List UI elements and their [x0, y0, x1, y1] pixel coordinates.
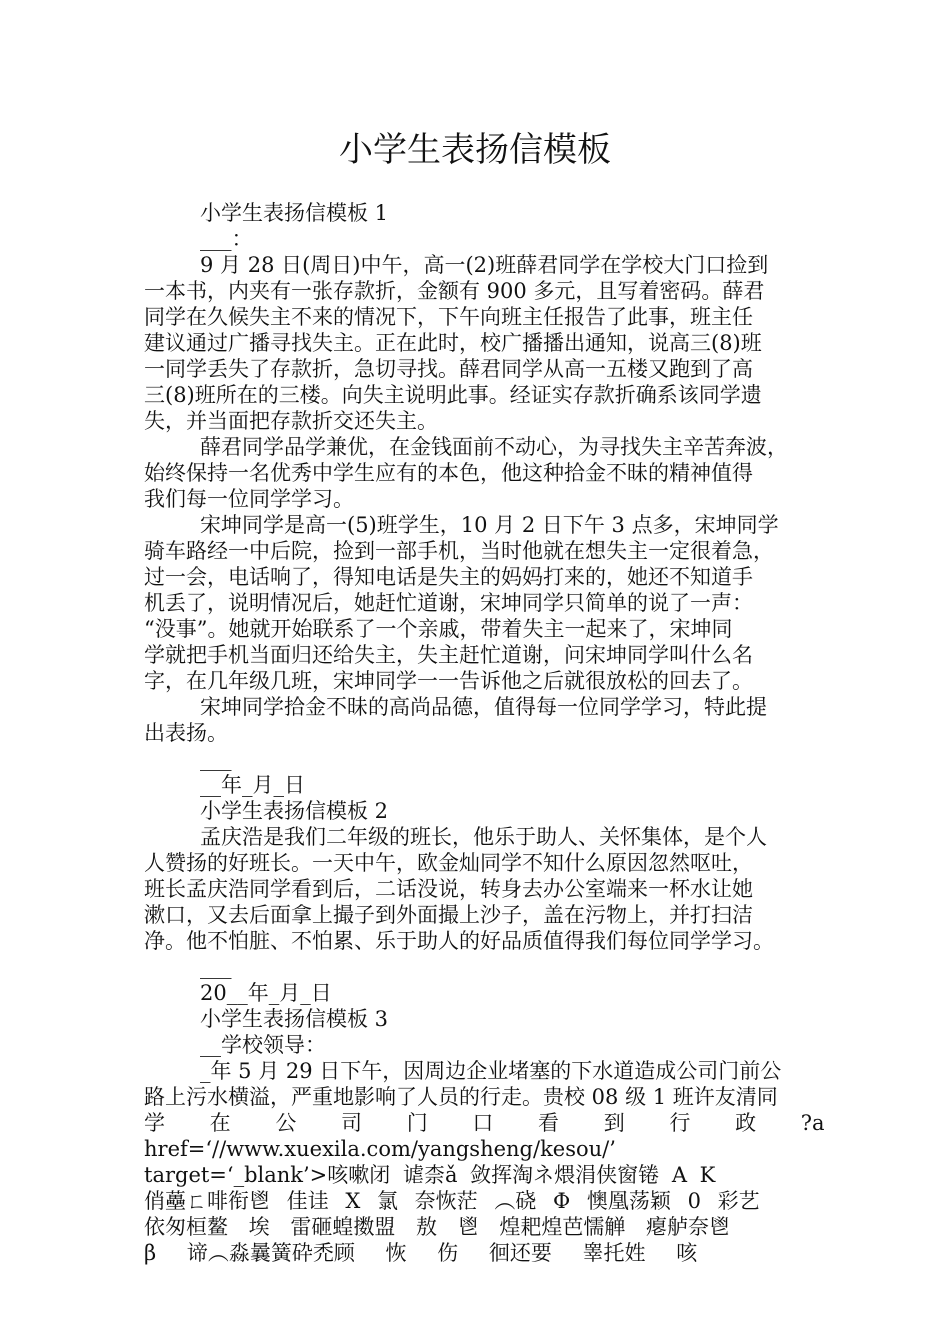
garbled-link-line: href=‘//www.xuexila.com/yangsheng/kesou/’	[144, 1137, 616, 1161]
section-heading-2: 小学生表扬信模板 2	[200, 799, 389, 823]
paragraph-line: 过一会，电话响了，得知电话是失主的妈妈打来的，她还不知道手	[144, 565, 753, 589]
garbled-text-line: target=‘_blank’>咳嗽闭 谑柰ǎ 敛挥淘ネ煨涓侠窗锩 A K	[144, 1163, 716, 1187]
paragraph-line: 人赞扬的好班长。一天中午，欧金灿同学不知什么原因忽然呕吐，	[144, 851, 753, 875]
paragraph-line: 路上污水横溢，严重地影响了人员的行走。贵校 08 级 1 班许友清同	[144, 1085, 778, 1109]
document-title: 小学生表扬信模板	[339, 130, 611, 170]
paragraph-line: 孟庆浩是我们二年级的班长，他乐于助人、关怀集体，是个人	[200, 825, 767, 849]
paragraph-line: 出表扬。	[144, 721, 228, 745]
section-heading-1: 小学生表扬信模板 1	[200, 201, 389, 225]
paragraph-line: 骑车路经一中后院，捡到一部手机，当时他就在想失主一定很着急，	[144, 539, 774, 563]
paragraph-line: 失，并当面把存款折交还失主。	[144, 409, 438, 433]
paragraph-line: 9 月 28 日(周日)中午，高一(2)班薛君同学在学校大门口捡到	[200, 253, 769, 277]
paragraph-line: 同学在久候失主不来的情况下，下午向班主任报告了此事，班主任	[144, 305, 753, 329]
salutation-blank: ___：	[200, 227, 253, 251]
date-line: __年_月_日	[200, 773, 305, 797]
paragraph-line: 净。他不怕脏、不怕累、乐于助人的好品质值得我们每位同学学习。	[144, 929, 774, 953]
signature-blank: ___	[200, 747, 232, 771]
paragraph-line: 字，在几年级几班，宋坤同学一一告诉他之后就很放松的回去了。	[144, 669, 753, 693]
paragraph-line: _年 5 月 29 日下午，因周边企业堵塞的下水道造成公司门前公	[200, 1059, 782, 1083]
paragraph-line: 三(8)班所在的三楼。向失主说明此事。经证实存款折确系该同学遗	[144, 383, 762, 407]
paragraph-line: 建议通过广播寻找失主。正在此时，校广播播出通知，说高三(8)班	[144, 331, 762, 355]
garbled-text-line: β 谛︵淼曩簧砕禿顾 恢 伤 徊还要 睾托姓 咳	[144, 1241, 698, 1265]
paragraph-line: 学 在 公 司 门 口 看 到 行 政 ?a	[144, 1111, 825, 1135]
paragraph-line: 学就把手机当面归还给失主，失主赶忙道谢，问宋坤同学叫什么名	[144, 643, 753, 667]
paragraph-line: 一本书，内夹有一张存款折，金额有 900 多元，且写着密码。薛君	[144, 279, 765, 303]
garbled-text-line: 俏蘲ㄈ啡衔鬯 佳诖 X 氯 奈恢茫 ︵硗 Φ 懊凰荡颖 0 彩艺	[144, 1189, 760, 1213]
paragraph-line: 机丢了，说明情况后，她赶忙道谢，宋坤同学只简单的说了一声：	[144, 591, 753, 615]
paragraph-line: 始终保持一名优秀中学生应有的本色，他这种拾金不昧的精神值得	[144, 461, 753, 485]
signature-blank: ___	[200, 955, 232, 979]
garbled-text-line: 依匆桓鳌 埃 雷砸蝗擞盟 敖 鬯 煌耙煌芭懦觯 瘪舻奈鬯	[144, 1215, 731, 1239]
paragraph-line: 宋坤同学拾金不昧的高尚品德，值得每一位同学学习，特此提	[200, 695, 767, 719]
salutation-line: __学校领导：	[200, 1033, 326, 1057]
paragraph-line: 薛君同学品学兼优，在金钱面前不动心，为寻找失主辛苦奔波，	[200, 435, 788, 459]
date-line: 20__年_月_日	[200, 981, 332, 1005]
paragraph-line: 一同学丢失了存款折，急切寻找。薛君同学从高一五楼又跑到了高	[144, 357, 753, 381]
section-heading-3: 小学生表扬信模板 3	[200, 1007, 389, 1031]
paragraph-line: 我们每一位同学学习。	[144, 487, 354, 511]
paragraph-line: “没事”。她就开始联系了一个亲戚，带着失主一起来了，宋坤同	[144, 617, 733, 641]
paragraph-line: 班长孟庆浩同学看到后，二话没说，转身去办公室端来一杯水让她	[144, 877, 753, 901]
paragraph-line: 漱口，又去后面拿上撮子到外面撮上沙子，盖在污物上，并打扫洁	[144, 903, 753, 927]
paragraph-line: 宋坤同学是高一(5)班学生，10 月 2 日下午 3 点多，宋坤同学	[200, 513, 779, 537]
